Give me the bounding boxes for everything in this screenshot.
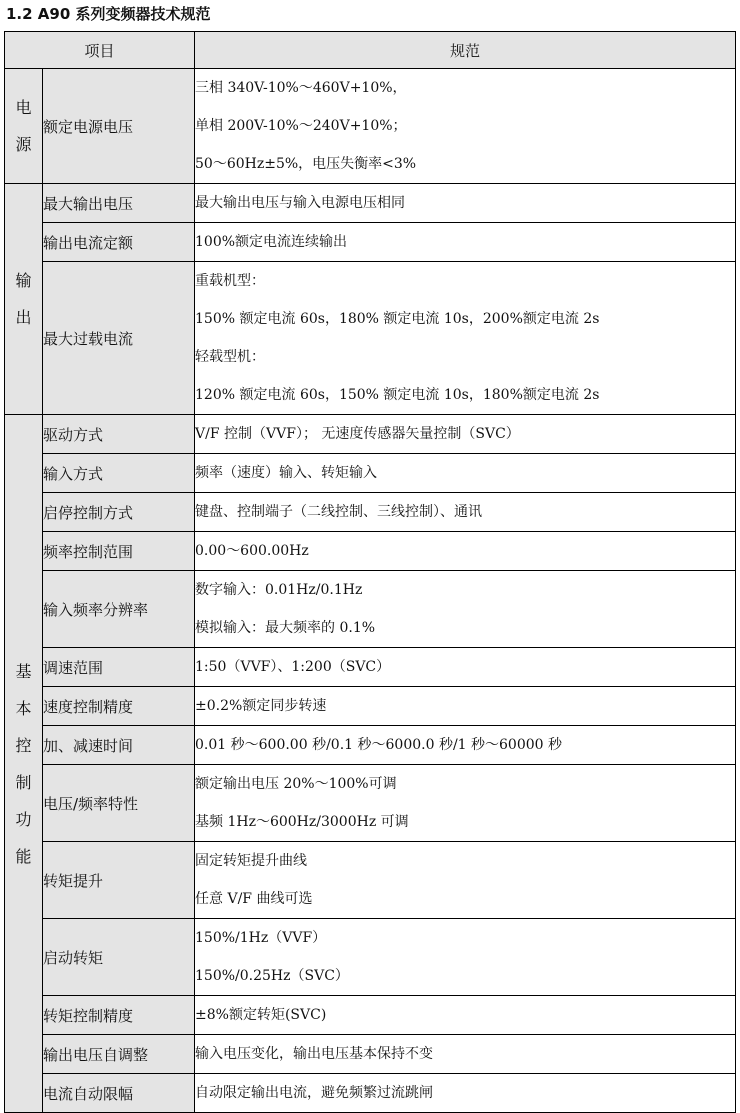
item-label: 输入方式 bbox=[43, 454, 195, 493]
spec-line: 150%/0.25Hz（SVC） bbox=[195, 968, 349, 984]
spec-value bbox=[195, 415, 736, 454]
item-label: 最大过载电流 bbox=[43, 262, 195, 415]
item-label: 电流自动限幅 bbox=[43, 1074, 195, 1113]
table-row bbox=[5, 842, 736, 919]
spec-line: V/F 控制（VVF）； 无速度传感器矢量控制（SVC） bbox=[195, 426, 520, 442]
header-item: 项目 bbox=[5, 32, 195, 69]
spec-line: 重载机型： bbox=[195, 273, 266, 289]
spec-line: 额定输出电压 20%～100%可调 bbox=[195, 776, 397, 792]
table-row bbox=[5, 687, 736, 726]
item-label: 转矩提升 bbox=[43, 842, 195, 919]
table-row bbox=[5, 1035, 736, 1074]
table-row bbox=[5, 184, 736, 223]
spec-value bbox=[195, 223, 736, 262]
item-label: 电压/频率特性 bbox=[43, 765, 195, 842]
spec-line: 120% 额定电流 60s，150% 额定电流 10s，180%额定电流 2s bbox=[195, 387, 600, 403]
item-label: 调速范围 bbox=[43, 648, 195, 687]
spec-line: 50～60Hz±5%，电压失衡率<3% bbox=[195, 156, 417, 172]
spec-table bbox=[4, 31, 736, 1113]
item-label: 输出电流定额 bbox=[43, 223, 195, 262]
item-label: 驱动方式 bbox=[43, 415, 195, 454]
spec-value bbox=[195, 1035, 736, 1074]
spec-value bbox=[195, 571, 736, 648]
spec-line: ±8%额定转矩(SVC) bbox=[195, 1007, 327, 1023]
spec-line: 数字输入：0.01Hz/0.1Hz bbox=[195, 582, 363, 598]
spec-line: 基频 1Hz～600Hz/3000Hz 可调 bbox=[195, 814, 409, 830]
spec-value bbox=[195, 726, 736, 765]
spec-line: 固定转矩提升曲线 bbox=[195, 853, 308, 869]
spec-value bbox=[195, 842, 736, 919]
spec-line: 轻载型机： bbox=[195, 349, 266, 365]
table-row bbox=[5, 415, 736, 454]
table-row bbox=[5, 765, 736, 842]
item-label: 输入频率分辨率 bbox=[43, 571, 195, 648]
spec-line: 频率（速度）输入、转矩输入 bbox=[195, 465, 378, 481]
spec-value bbox=[195, 184, 736, 223]
spec-value bbox=[195, 1074, 736, 1113]
spec-value bbox=[195, 454, 736, 493]
spec-line: 1:50（VVF）、1:200（SVC） bbox=[195, 659, 391, 675]
spec-value bbox=[195, 919, 736, 996]
item-label: 最大输出电压 bbox=[43, 184, 195, 223]
item-label: 输出电压自调整 bbox=[43, 1035, 195, 1074]
table-row bbox=[5, 1074, 736, 1113]
spec-value bbox=[195, 532, 736, 571]
header-row bbox=[5, 32, 736, 69]
spec-line: 自动限定输出电流，避免频繁过流跳闸 bbox=[195, 1085, 434, 1101]
spec-line: 键盘、控制端子（二线控制、三线控制）、通讯 bbox=[195, 504, 483, 520]
item-label: 额定电源电压 bbox=[43, 69, 195, 184]
table-row bbox=[5, 262, 736, 415]
table-row bbox=[5, 493, 736, 532]
table-row bbox=[5, 726, 736, 765]
spec-line: 100%额定电流连续输出 bbox=[195, 234, 348, 250]
table-row bbox=[5, 223, 736, 262]
spec-value bbox=[195, 765, 736, 842]
spec-line: 单相 200V-10%～240V+10%； bbox=[195, 118, 407, 134]
table-row bbox=[5, 648, 736, 687]
table-row bbox=[5, 454, 736, 493]
item-label: 启停控制方式 bbox=[43, 493, 195, 532]
table-row bbox=[5, 571, 736, 648]
spec-line: ±0.2%额定同步转速 bbox=[195, 698, 327, 714]
item-label: 转矩控制精度 bbox=[43, 996, 195, 1035]
header-spec: 规范 bbox=[195, 32, 736, 69]
table-row bbox=[5, 69, 736, 184]
category-basic-control: 基本控制功能 bbox=[5, 415, 43, 1113]
spec-line: 三相 340V-10%～460V+10%， bbox=[195, 80, 407, 96]
table-row bbox=[5, 996, 736, 1035]
spec-value bbox=[195, 996, 736, 1035]
spec-line: 0.01 秒～600.00 秒/0.1 秒～6000.0 秒/1 秒～60000 秒 bbox=[195, 737, 563, 753]
spec-value bbox=[195, 648, 736, 687]
spec-line: 150% 额定电流 60s，180% 额定电流 10s，200%额定电流 2s bbox=[195, 311, 600, 327]
spec-line: 0.00～600.00Hz bbox=[195, 543, 309, 559]
spec-line: 模拟输入：最大频率的 0.1% bbox=[195, 620, 376, 636]
item-label: 频率控制范围 bbox=[43, 532, 195, 571]
spec-value bbox=[195, 493, 736, 532]
item-label: 启动转矩 bbox=[43, 919, 195, 996]
category-power: 电源 bbox=[5, 69, 43, 184]
spec-value bbox=[195, 687, 736, 726]
table-row bbox=[5, 919, 736, 996]
spec-line: 任意 V/F 曲线可选 bbox=[195, 891, 313, 907]
item-label: 速度控制精度 bbox=[43, 687, 195, 726]
item-label: 加、减速时间 bbox=[43, 726, 195, 765]
spec-line: 150%/1Hz（VVF） bbox=[195, 930, 327, 946]
spec-line: 最大输出电压与输入电源电压相同 bbox=[195, 195, 406, 211]
table-row bbox=[5, 532, 736, 571]
spec-line: 输入电压变化，输出电压基本保持不变 bbox=[195, 1046, 434, 1062]
section-heading: 1.2 A90 系列变频器技术规范 bbox=[6, 5, 211, 23]
spec-value bbox=[195, 262, 736, 415]
spec-value bbox=[195, 69, 736, 184]
category-output: 输出 bbox=[5, 184, 43, 415]
